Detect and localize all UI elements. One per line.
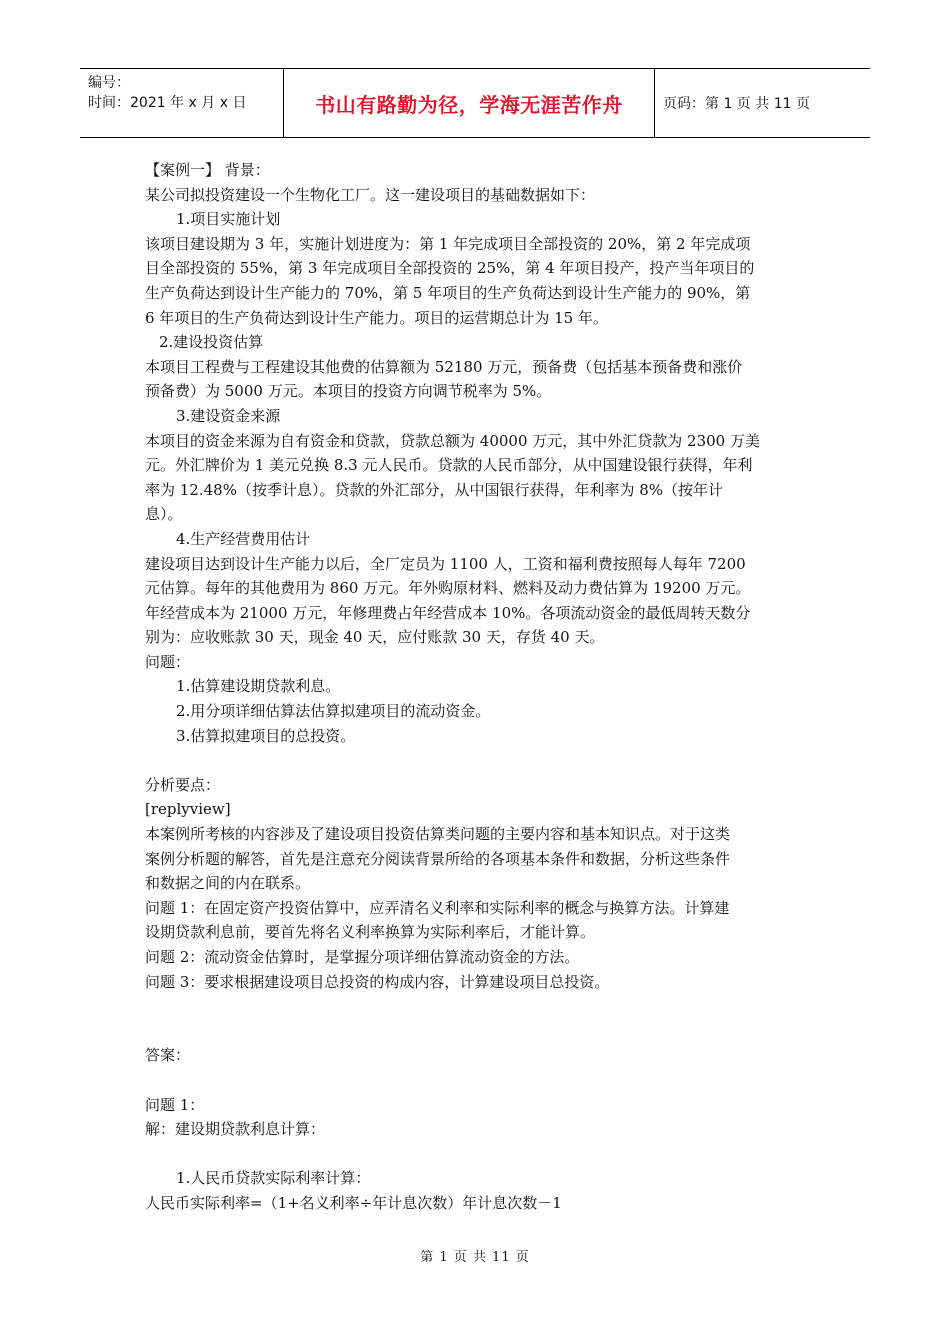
paragraph-line: 元。外汇牌价为 1 美元兑换 8.3 元人民币。贷款的人民币部分，从中国建设银行获得，年利 [145,456,753,475]
header-meta-cell [80,69,284,137]
page-header [80,68,870,138]
paragraph-line: 问题 3：要求根据建设项目总投资的构成内容，计算建设项目总投资。 [145,972,610,991]
paragraph-line: 3.估算拟建项目的总投资。 [176,726,356,745]
paragraph-line: 2.建设投资估算 [159,333,264,352]
document-body [145,158,810,1216]
paragraph-line: 1.估算建设期贷款利息。 [176,677,341,696]
paragraph-line: 息）。 [145,505,183,524]
paragraph-line: 问题 1：在固定资产投资估算中，应弄清名义利率和实际利率的概念与换算方法。计算建 [145,898,730,917]
header-motto-cell [284,69,655,137]
paragraph-line: 率为 12.48%（按季计息）。贷款的外汇部分，从中国银行获得，年利率为 8%（按年计 [145,480,724,499]
paragraph-line: 1.项目实施计划 [176,210,281,229]
blank-line [145,994,810,1019]
paragraph-line: 建设项目达到设计生产能力以后，全厂定员为 1100 人，工资和福利费按照每人每年 7200 [145,554,746,573]
footer-page-number: 第 1 页 共 11 页 [420,1250,530,1265]
paragraph-line: 年经营成本为 21000 万元，年修理费占年经营成本 10%。各项流动资金的最低周转天数分 [145,603,751,622]
paragraph-line: 1.人民币贷款实际利率计算： [176,1169,371,1188]
paragraph-line: 设期贷款利息前，要首先将名义利率换算为实际利率后，才能计算。 [145,923,596,942]
paragraph-line: 本项目的资金来源为自有资金和贷款，贷款总额为 40000 万元，其中外汇贷款为 2300 万美 [145,431,760,450]
paragraph-line: 3.建设资金来源 [176,406,281,425]
paragraph-line: 案例分析题的解答，首先是注意充分阅读背景所给的各项基本条件和数据，分析这些条件 [145,849,731,868]
paragraph-line: 别为：应收账款 30 天，现金 40 天，应付账款 30 天，存货 40 天。 [145,628,605,647]
paragraph-line: 问题 2：流动资金估算时，是掌握分项详细估算流动资金的方法。 [145,948,580,966]
paragraph-line: 问题 1： [145,1095,205,1114]
blank-line [145,1019,810,1044]
paragraph-line: 该项目建设期为 3 年，实施计划进度为：第 1 年完成项目全部投资的 20%，第 2 年完成项 [145,234,751,253]
blank-line [145,1142,810,1167]
paragraph-line: 生产负荷达到设计生产能力的 70%，第 5 年项目的生产负荷达到设计生产能力的 90%，第 [145,283,751,302]
paragraph-line: 目全部投资的 55%，第 3 年完成项目全部投资的 25%，第 4 年项目投产，投产当年项目的 [145,259,755,278]
document-date: 时间：2021 年 x 月 x 日 [88,95,247,111]
page-footer [0,1246,950,1265]
paragraph-line: 问题： [145,652,191,671]
paragraph-line: 人民币实际利率=（1+名义利率÷年计息次数）年计息次数－1 [145,1193,562,1212]
paragraph-line: 【案例一】 背景： [145,161,270,179]
paragraph-line: 某公司拟投资建设一个生物化工厂。这一建设项目的基础数据如下： [145,185,596,204]
paragraph-line: 答案： [145,1046,191,1065]
paragraph-line: [replyview] [145,800,231,819]
header-motto: 书山有路勤为径，学海无涯苦作舟 [315,92,623,117]
paragraph-line: 本项目工程费与工程建设其他费的估算额为 52180 万元，预备费（包括基本预备费和涨价 [145,357,743,376]
paragraph-line: 和数据之间的内在联系。 [145,874,311,893]
header-page-cell [655,69,870,137]
paragraph-line: 6 年项目的生产负荷达到设计生产能力。项目的运营期总计为 15 年。 [145,308,608,327]
paragraph-line: 4.生产经营费用估计 [176,529,311,548]
paragraph-line: 解：建设期贷款利息计算： [145,1120,326,1139]
paragraph-line: 2.用分项详细估算法估算拟建项目的流动资金。 [176,702,491,721]
paragraph-line: 分析要点： [145,775,221,794]
paragraph-line: 预备费）为 5000 万元。本项目的投资方向调节税率为 5%。 [145,382,552,401]
blank-line [145,1068,810,1093]
header-page-info: 页码：第 1 页 共 11 页 [663,96,810,112]
paragraph-line: 元估算。每年的其他费用为 860 万元。年外购原材料、燃料及动力费估算为 19200 万元。 [145,579,751,598]
paragraph-line: 本案例所考核的内容涉及了建设项目投资估算类问题的主要内容和基本知识点。对于这类 [145,825,731,844]
blank-line [145,748,810,773]
document-number-label: 编号： [88,75,130,91]
